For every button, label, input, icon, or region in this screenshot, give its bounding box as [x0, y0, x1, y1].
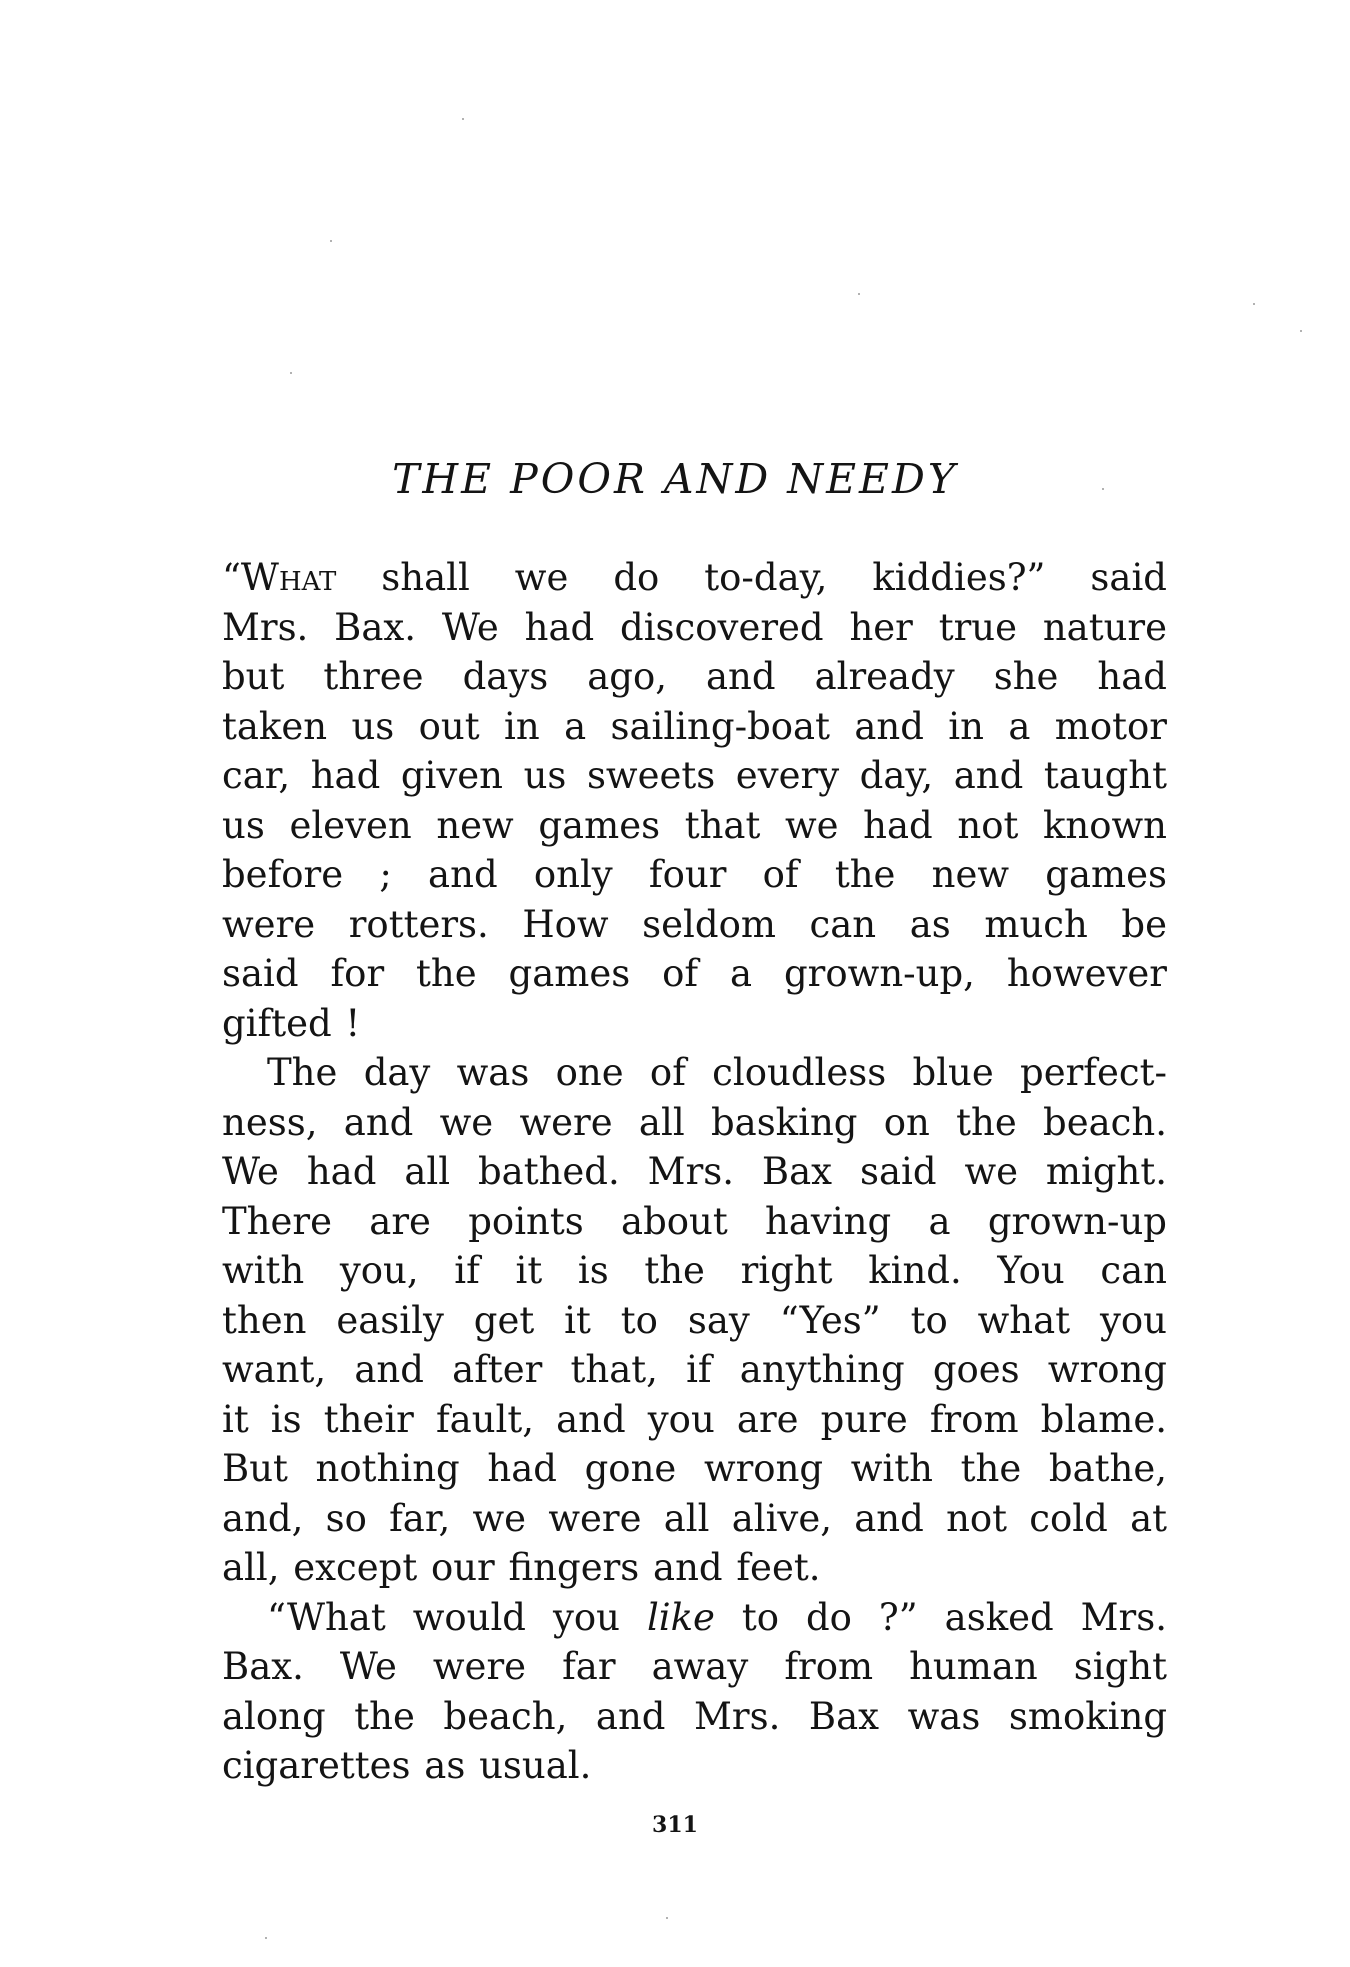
text-line	[222, 1593, 1167, 1643]
body-text	[222, 553, 1167, 1791]
text-line: all, except our fingers and feet.	[222, 1546, 821, 1589]
scan-speck	[265, 1937, 267, 1939]
text-line: taken us out in a sailing-boat and in a motor	[222, 704, 1167, 748]
opening-quote: “	[222, 556, 241, 599]
text-line: Bax. We were far away from human sight	[222, 1645, 1167, 1688]
scan-speck	[290, 372, 292, 374]
text-line: gifted !	[222, 1001, 361, 1045]
text-line: us eleven new games that we had not known	[222, 803, 1167, 847]
text-line: But nothing had gone wrong with the bathe,	[222, 1447, 1167, 1490]
text-line: The day was one of cloudless blue perfect-	[267, 1051, 1167, 1094]
page-number: 311	[652, 1812, 698, 1838]
scan-speck	[1253, 303, 1255, 305]
text-line	[222, 553, 1167, 603]
text-line: were rotters. How seldom can as much be	[222, 902, 1167, 946]
scan-speck	[1300, 330, 1302, 332]
text-line: Mrs. Bax. We had discovered her true nature	[222, 605, 1167, 649]
scan-speck	[462, 118, 464, 120]
text-line: along the beach, and Mrs. Bax was smoking	[222, 1694, 1167, 1738]
text-line: cigarettes as usual.	[222, 1744, 592, 1787]
small-caps-word: What	[240, 556, 337, 599]
scan-speck	[330, 240, 332, 242]
scan-speck	[858, 293, 860, 295]
chapter-title: THE POOR AND NEEDY	[392, 455, 958, 503]
text-line: car, had given us sweets every day, and taught	[222, 754, 1167, 797]
text-fragment: shall we do to-day, kiddies?” said	[336, 556, 1167, 599]
scan-speck	[666, 1917, 668, 1919]
text-fragment: “What would you	[267, 1595, 647, 1639]
text-line: want, and after that, if anything goes wrong	[222, 1348, 1167, 1391]
text-line: then easily get it to say “Yes” to what you	[222, 1298, 1167, 1342]
italic-word: like	[646, 1595, 715, 1639]
text-line: it is their fault, and you are pure from blame.	[222, 1397, 1167, 1441]
text-line: before ; and only four of the new games	[222, 853, 1167, 896]
text-line: We had all bathed. Mrs. Bax said we might.	[222, 1150, 1167, 1193]
text-line: There are points about having a grown-up	[222, 1199, 1167, 1243]
text-line: ness, and we were all basking on the beach.	[222, 1100, 1167, 1144]
text-line: and, so far, we were all alive, and not cold at	[222, 1496, 1167, 1540]
text-line: but three days ago, and already she had	[222, 655, 1167, 698]
text-line: with you, if it is the right kind. You can	[222, 1249, 1167, 1292]
text-line: said for the games of a grown-up, however	[222, 952, 1167, 995]
text-fragment: to do ?” asked Mrs.	[714, 1595, 1167, 1639]
